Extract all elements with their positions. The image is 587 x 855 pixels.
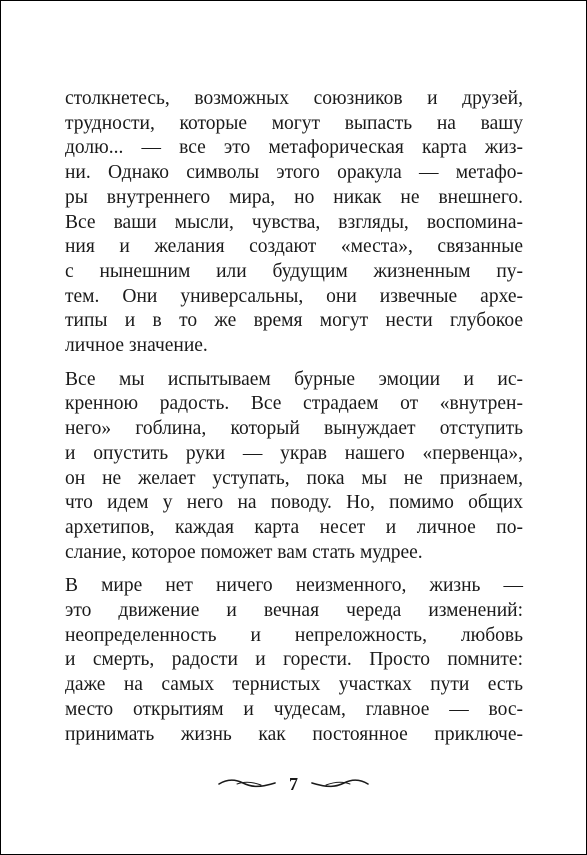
text-line: личное значение. — [65, 335, 208, 357]
swash-ornament-right-icon — [310, 777, 370, 791]
text-line: место открытиям и чудесам, главное — вос- — [65, 698, 523, 720]
swash-ornament-left-icon — [217, 777, 277, 791]
text-line: ния и желания создают «места», связанные — [65, 236, 523, 258]
paragraph-3 — [65, 574, 523, 747]
text-line: неопределенность и непреложность, любовь — [65, 624, 523, 646]
text-line: Все ваши мысли, чувства, взгляды, воспомина- — [65, 211, 523, 233]
text-line: типы и в то же время могут нести глубокое — [65, 310, 523, 332]
text-line: и смерть, радости и горести. Просто помните: — [65, 649, 523, 671]
text-line: архетипов, каждая карта несет и личное по- — [65, 516, 523, 538]
text-line: кренною радость. Все страдаем от «внутрен- — [65, 393, 523, 415]
text-line: долю... — все это метафорическая карта жиз- — [65, 137, 523, 159]
text-line: трудности, которые могут выпасть на вашу — [65, 112, 523, 134]
text-line: и опустить руки — украв нашего «первенца», — [65, 442, 523, 464]
text-line: столкнетесь, возможных союзников и друзей, — [65, 88, 523, 109]
page-number: 7 — [289, 774, 298, 794]
text-line: даже на самых тернистых участках пути есть — [65, 674, 523, 696]
text-line: В мире нет ничего неизменного, жизнь — — [65, 575, 523, 597]
body-text — [65, 87, 523, 756]
text-line: это движение и вечная череда изменений: — [65, 600, 523, 622]
paragraph-2 — [65, 368, 523, 566]
text-line: него» гоблина, который вынуждает отступить — [65, 418, 523, 440]
text-line: ни. Однако символы этого оракула — метафо- — [65, 162, 523, 184]
text-line: принимать жизнь как постоянное приключе- — [65, 723, 523, 745]
text-line: тем. Они универсальны, они извечные архе- — [65, 285, 523, 307]
text-line: ры внутреннего мира, но никак не внешнего. — [65, 186, 523, 208]
text-line: что идем у него на поводу. Но, помимо общих — [65, 492, 523, 514]
paragraph-1 — [65, 87, 523, 359]
page-footer — [1, 769, 586, 799]
text-line: он не желает уступать, пока мы не признаем, — [65, 467, 523, 489]
text-line: с нынешним или будущим жизненным пу- — [65, 260, 523, 282]
text-line: слание, которое поможет вам стать мудрее. — [65, 541, 423, 563]
text-line: Все мы испытываем бурные эмоции и ис- — [65, 368, 523, 390]
